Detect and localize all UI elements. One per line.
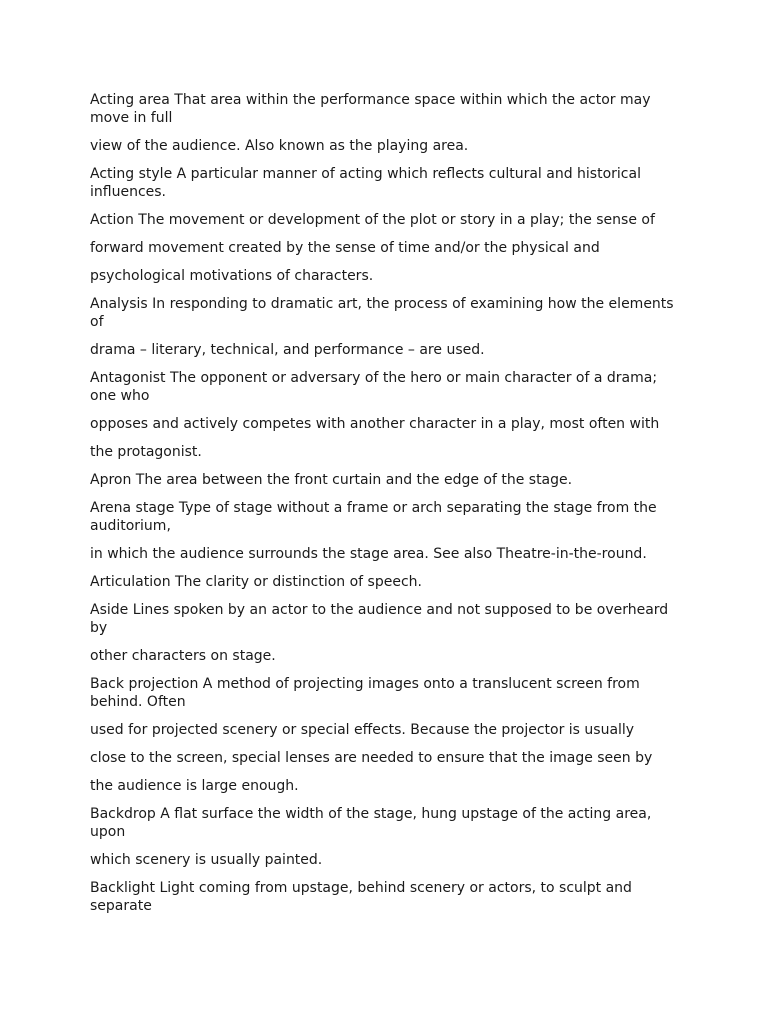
glossary-line: Action The movement or development of the plot or story in a play; the sense of — [90, 212, 655, 228]
glossary-line: forward movement created by the sense of time and/or the physical and — [90, 240, 600, 256]
glossary-line: close to the screen, special lenses are needed to ensure that the image seen by — [90, 750, 653, 766]
glossary-line: which scenery is usually painted. — [90, 852, 323, 868]
glossary-line: the protagonist. — [90, 444, 202, 460]
glossary-line: Backlight Light coming from upstage, behind scenery or actors, to sculpt and separate — [90, 880, 632, 914]
glossary-line: Analysis In responding to dramatic art, the process of examining how the elements of — [90, 296, 674, 330]
document-page — [90, 91, 680, 925]
glossary-line: Apron The area between the front curtain and the edge of the stage. — [90, 472, 573, 488]
glossary-line: Acting area That area within the performance space within which the actor may move in full — [90, 92, 651, 126]
glossary-line: used for projected scenery or special effects. Because the projector is usually — [90, 722, 635, 738]
glossary-line: other characters on stage. — [90, 648, 276, 664]
glossary-line: Antagonist The opponent or adversary of the hero or main character of a drama; one who — [90, 370, 658, 404]
glossary-line: Acting style A particular manner of acting which reflects cultural and historical influences. — [90, 166, 641, 200]
glossary-line: Backdrop A flat surface the width of the stage, hung upstage of the acting area, upon — [90, 806, 652, 840]
glossary-line: psychological motivations of characters. — [90, 268, 374, 284]
glossary-line: opposes and actively competes with another character in a play, most often with — [90, 416, 660, 432]
glossary-line: Back projection A method of projecting images onto a translucent screen from behind. Often — [90, 676, 640, 710]
glossary-line: Aside Lines spoken by an actor to the audience and not supposed to be overheard by — [90, 602, 669, 636]
glossary-line: drama – literary, technical, and performance – are used. — [90, 342, 485, 358]
glossary-line: Articulation The clarity or distinction of speech. — [90, 574, 422, 590]
glossary-line: the audience is large enough. — [90, 778, 299, 794]
glossary-line: in which the audience surrounds the stage area. See also Theatre-in-the-round. — [90, 546, 647, 562]
glossary-line: Arena stage Type of stage without a frame or arch separating the stage from the auditorium, — [90, 500, 657, 534]
glossary-line: view of the audience. Also known as the playing area. — [90, 138, 469, 154]
